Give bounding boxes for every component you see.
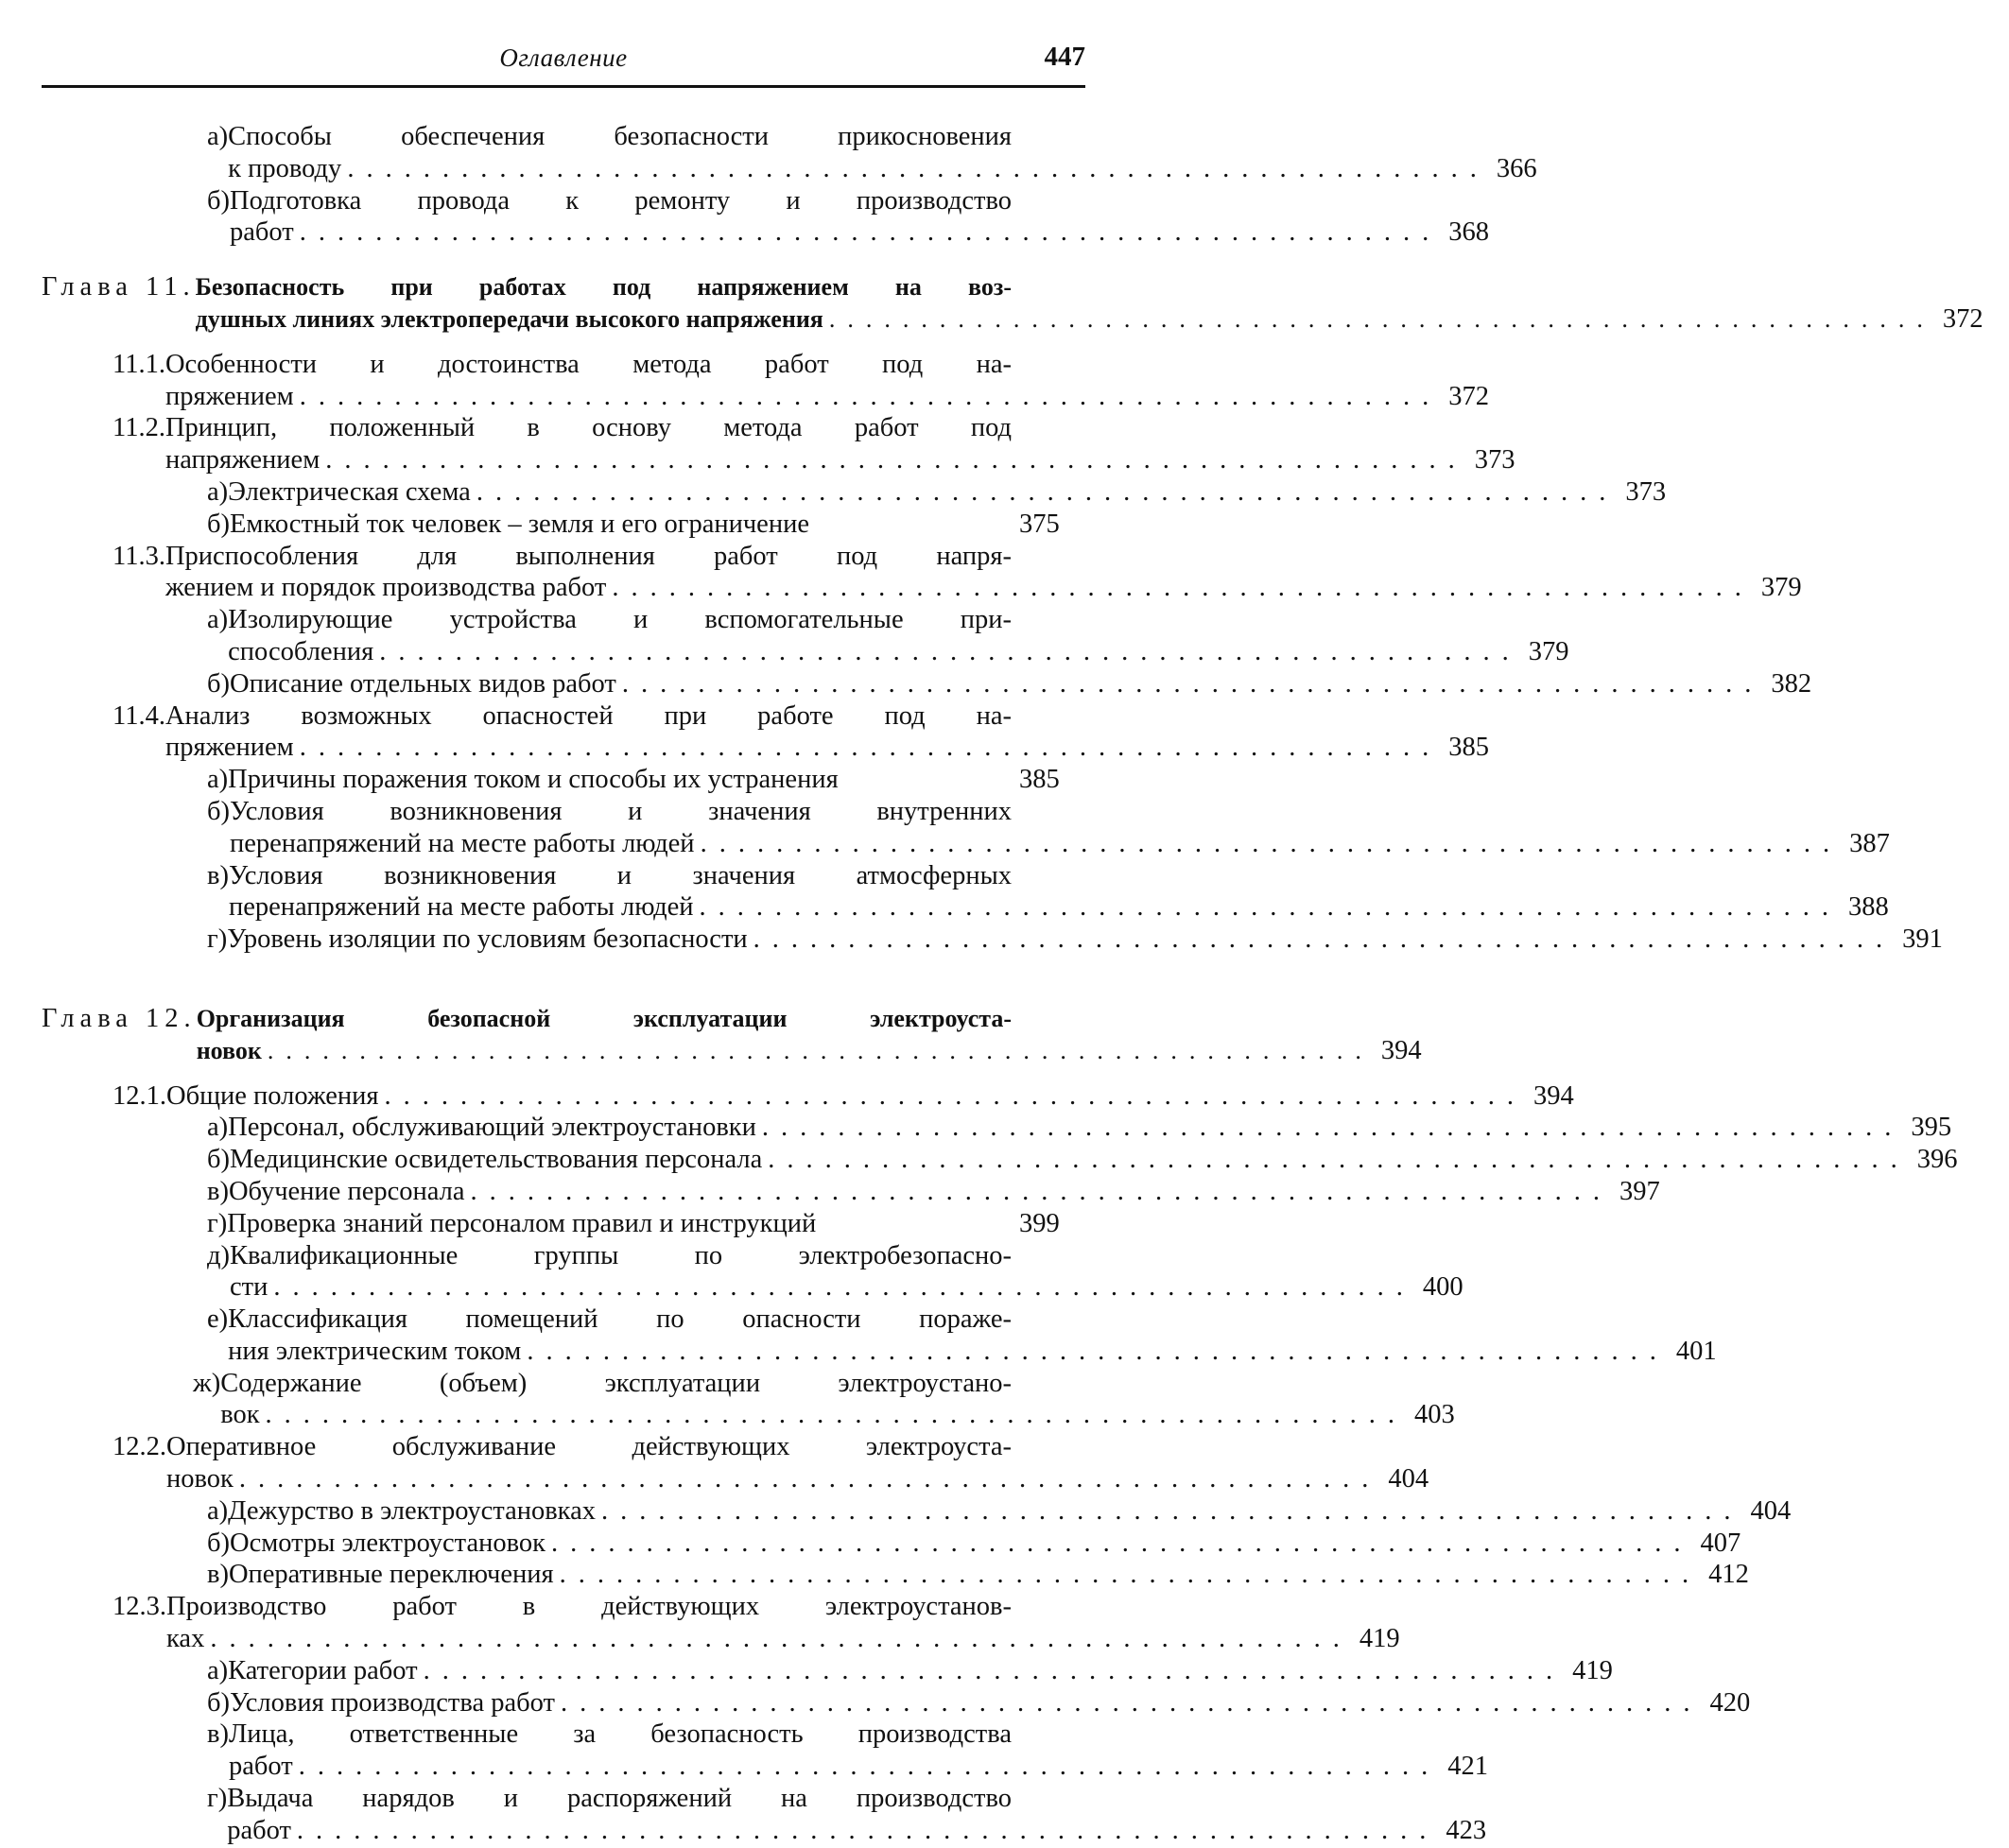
toc-line bbox=[227, 1208, 1085, 1240]
toc-line bbox=[165, 732, 1489, 764]
toc-page-number: 387 bbox=[1849, 828, 1890, 858]
toc-page-number: 382 bbox=[1771, 668, 1812, 699]
toc-entry bbox=[42, 1208, 1085, 1240]
dot-leader: ............................................................ bbox=[700, 828, 1843, 858]
toc-entry-number: в) bbox=[207, 1560, 229, 1590]
toc-line bbox=[230, 1687, 1751, 1719]
toc-entry bbox=[42, 860, 1889, 924]
dot-leader: ............................................................ bbox=[612, 573, 1754, 603]
toc-page-number: 368 bbox=[1448, 217, 1489, 248]
toc-entry-title: Емкостный ток человек – земля и его ограничение bbox=[230, 509, 809, 539]
toc-entry bbox=[42, 349, 1489, 413]
toc-page-number: 401 bbox=[1675, 1336, 1717, 1366]
toc-page-number: 385 bbox=[1448, 733, 1489, 763]
toc-line bbox=[230, 509, 1085, 541]
toc-line bbox=[228, 1176, 1660, 1208]
toc-entry-title: новок bbox=[196, 1036, 262, 1064]
toc-page-number: 412 bbox=[1708, 1560, 1749, 1590]
toc-entry bbox=[42, 1559, 1749, 1591]
toc-line bbox=[228, 1112, 1952, 1144]
toc-entry-body bbox=[165, 700, 1489, 765]
toc-entry bbox=[42, 185, 1489, 250]
toc-entry-title: Изолирующие устройства и вспомогательные при- bbox=[228, 605, 1012, 635]
toc-entry-body bbox=[165, 412, 1515, 476]
toc-entry-body bbox=[166, 1591, 1400, 1655]
toc-line bbox=[228, 764, 1085, 796]
dot-leader: ............................................................ bbox=[470, 1176, 1613, 1206]
page-header bbox=[42, 38, 1085, 88]
toc-entry bbox=[42, 764, 1085, 796]
toc-entry-title: работ bbox=[230, 217, 294, 248]
toc-entry-title: Условия производства работ bbox=[230, 1687, 555, 1718]
toc-entry-number: а) bbox=[207, 765, 229, 795]
toc-entry-number: в) bbox=[207, 860, 229, 890]
toc-page-number: 423 bbox=[1446, 1815, 1487, 1845]
toc-entry-title: пряжением bbox=[165, 733, 294, 763]
dot-leader: ............................................................ bbox=[299, 217, 1442, 248]
toc-entry-title: Оперативное обслуживание действующих электроуста- bbox=[166, 1432, 1012, 1462]
toc-entry-title: Содержание (объем) эксплуатации электроустано- bbox=[220, 1368, 1012, 1398]
toc-line bbox=[228, 1655, 1613, 1687]
dot-leader: ............................................................ bbox=[299, 381, 1442, 411]
toc-entry-body bbox=[228, 604, 1569, 668]
toc-entry-number: б) bbox=[207, 1687, 230, 1718]
toc-line bbox=[228, 476, 1667, 509]
dot-leader: ............................................................ bbox=[238, 1464, 1381, 1494]
dot-leader: ............................................................ bbox=[265, 1400, 1408, 1430]
toc-chapter bbox=[42, 1003, 1422, 1067]
toc-line bbox=[229, 1718, 1085, 1751]
toc-entry-body bbox=[230, 1528, 1741, 1560]
toc-entry-number: б) bbox=[207, 509, 230, 539]
toc-line bbox=[165, 700, 1085, 733]
toc-entry-body bbox=[227, 1208, 1085, 1240]
toc-line bbox=[230, 1144, 1958, 1176]
toc-line bbox=[165, 349, 1085, 381]
toc-entry-title: вок bbox=[220, 1400, 260, 1430]
toc-page-number: 379 bbox=[1528, 636, 1569, 666]
toc-entry-title: Условия возникновения и значения внутренних bbox=[230, 796, 1012, 826]
toc-entry-title: Оперативные переключения bbox=[228, 1560, 554, 1590]
toc-line bbox=[195, 303, 1983, 336]
toc-page-number: 421 bbox=[1447, 1752, 1488, 1782]
toc-entry-body bbox=[165, 349, 1489, 413]
toc-entry bbox=[42, 476, 1667, 509]
toc-page-number: 420 bbox=[1709, 1687, 1751, 1718]
toc-page-number: 404 bbox=[1750, 1495, 1792, 1526]
toc-line bbox=[228, 153, 1537, 185]
toc-entry-number: д) bbox=[207, 1240, 230, 1270]
toc-entry-number: Глава 11. bbox=[42, 272, 196, 302]
toc-line bbox=[228, 121, 1085, 153]
toc-entry-title: способления bbox=[228, 636, 374, 666]
toc-line bbox=[230, 796, 1085, 828]
toc-entry bbox=[42, 1783, 1487, 1847]
dot-leader: ............................................................ bbox=[299, 733, 1442, 763]
toc-entry-title: душных линиях электропередачи высокого напряжения bbox=[195, 304, 823, 333]
toc-entry-number: 11.1. bbox=[113, 349, 165, 379]
toc-line bbox=[228, 1751, 1488, 1783]
toc-page-number: 372 bbox=[1448, 381, 1489, 411]
toc-entry-number: а) bbox=[207, 476, 229, 507]
toc-page-number: 366 bbox=[1496, 153, 1537, 183]
toc-entry-title: Квалификационные группы по электробезопасно- bbox=[230, 1240, 1012, 1270]
dot-leader: ............................................................ bbox=[699, 892, 1842, 923]
toc-entry-number: 12.2. bbox=[113, 1432, 166, 1462]
toc-page-number: 373 bbox=[1625, 476, 1667, 507]
toc-page-number: 379 bbox=[1760, 573, 1802, 603]
toc-entry-title: пряжением bbox=[165, 381, 294, 411]
toc-entry-title: к проводу bbox=[228, 153, 342, 183]
table-of-contents bbox=[42, 121, 1983, 1847]
toc-page-number: 388 bbox=[1848, 892, 1889, 923]
dot-leader: ............................................................ bbox=[527, 1336, 1669, 1366]
toc-entry-title: Общие положения bbox=[166, 1080, 379, 1111]
toc-entry-title: Причины поражения током и способы их устранения bbox=[228, 765, 839, 795]
toc-entry-body bbox=[228, 476, 1667, 509]
toc-page-number: 373 bbox=[1474, 445, 1515, 475]
toc-entry bbox=[42, 700, 1489, 765]
dot-leader: ............................................................ bbox=[347, 153, 1489, 183]
toc-entry-number: 11.3. bbox=[113, 541, 165, 571]
toc-entry-title: Способы обеспечения безопасности прикосновения bbox=[228, 122, 1012, 151]
dot-leader: ............................................................ bbox=[296, 1815, 1439, 1845]
toc-line bbox=[230, 216, 1489, 249]
page-number: 447 bbox=[1044, 42, 1085, 72]
toc-entry-number: а) bbox=[207, 122, 229, 151]
toc-entry-number: б) bbox=[207, 185, 230, 216]
toc-entry-number: Глава 12. bbox=[42, 1003, 197, 1033]
toc-entry-body bbox=[220, 1368, 1455, 1432]
toc-entry bbox=[42, 1431, 1429, 1495]
toc-line bbox=[196, 271, 1085, 303]
toc-entry-number: а) bbox=[207, 1655, 229, 1685]
toc-entry-title: Уровень изоляции по условиям безопасности bbox=[227, 924, 748, 955]
spacer bbox=[42, 336, 1085, 349]
toc-line bbox=[228, 1495, 1792, 1528]
toc-line bbox=[166, 1080, 1574, 1113]
toc-line bbox=[165, 444, 1515, 476]
toc-page-number: 394 bbox=[1533, 1080, 1574, 1111]
toc-entry bbox=[42, 924, 1943, 956]
dot-leader: ............................................................ bbox=[423, 1655, 1566, 1685]
dot-leader: ............................................................ bbox=[768, 1145, 1910, 1175]
toc-entry-number: г) bbox=[207, 1784, 228, 1814]
toc-entry bbox=[42, 1304, 1717, 1368]
toc-page-number: 419 bbox=[1572, 1655, 1613, 1685]
toc-entry bbox=[42, 1528, 1741, 1560]
toc-line bbox=[220, 1399, 1455, 1431]
toc-entry-title: Проверка знаний персоналом правил и инструкций bbox=[227, 1208, 817, 1238]
toc-entry-number: б) bbox=[207, 1145, 230, 1175]
toc-entry-title: перенапряжений на месте работы людей bbox=[228, 892, 694, 923]
toc-line bbox=[165, 572, 1802, 604]
dot-leader: ............................................................ bbox=[550, 1528, 1693, 1558]
toc-line bbox=[196, 1035, 1422, 1067]
toc-line bbox=[230, 668, 1812, 700]
toc-entry-number: 11.4. bbox=[113, 700, 165, 731]
dot-leader: ............................................................ bbox=[559, 1560, 1702, 1590]
toc-line bbox=[165, 412, 1085, 444]
toc-entry-number: в) bbox=[207, 1719, 229, 1750]
toc-line bbox=[166, 1591, 1085, 1623]
toc-entry-body bbox=[228, 1176, 1660, 1208]
toc-line bbox=[166, 1623, 1400, 1655]
toc-line bbox=[220, 1368, 1085, 1400]
dot-leader: ............................................................ bbox=[621, 668, 1764, 699]
toc-page-number: 391 bbox=[1902, 924, 1943, 955]
toc-line bbox=[197, 1003, 1085, 1035]
toc-line bbox=[228, 891, 1889, 924]
toc-entry-title: ния электрическим током bbox=[228, 1336, 522, 1366]
toc-entry-number: а) bbox=[207, 605, 229, 635]
toc-entry-title: Безопасность при работах под напряжением на воз- bbox=[195, 273, 1012, 302]
toc-line bbox=[228, 604, 1085, 636]
toc-entry-body bbox=[230, 1240, 1463, 1304]
toc-entry bbox=[42, 1591, 1400, 1655]
toc-entry-title: новок bbox=[166, 1464, 234, 1494]
toc-entry-body bbox=[228, 1304, 1717, 1368]
toc-line bbox=[228, 1336, 1717, 1368]
toc-entry-body bbox=[166, 1431, 1429, 1495]
toc-line bbox=[230, 1528, 1741, 1560]
toc-entry bbox=[42, 1080, 1574, 1113]
dot-leader: ............................................................ bbox=[384, 1080, 1527, 1111]
toc-entry-number: б) bbox=[207, 796, 230, 826]
toc-entry bbox=[42, 1144, 1958, 1176]
toc-entry bbox=[42, 668, 1812, 700]
dot-leader: ............................................................ bbox=[379, 636, 1521, 666]
toc-entry-number: а) bbox=[207, 1113, 229, 1143]
toc-entry-body bbox=[230, 1687, 1751, 1719]
toc-line bbox=[228, 636, 1569, 668]
dot-leader: ............................................................ bbox=[753, 924, 1896, 955]
dot-leader: ............................................................ bbox=[560, 1687, 1703, 1718]
toc-entry-body bbox=[230, 668, 1812, 700]
toc-entry-body bbox=[166, 1080, 1574, 1113]
toc-chapter bbox=[42, 271, 1983, 336]
toc-entry-body bbox=[228, 1559, 1749, 1591]
toc-entry-title: Классификация помещений по опасности пораже- bbox=[228, 1304, 1012, 1335]
toc-entry bbox=[42, 509, 1085, 541]
toc-entry-title: Обучение персонала bbox=[228, 1176, 465, 1206]
toc-entry-body bbox=[228, 1112, 1952, 1144]
toc-line bbox=[229, 860, 1085, 892]
dot-leader: ............................................................ bbox=[325, 445, 1467, 475]
toc-entry-number: а) bbox=[207, 1495, 229, 1526]
toc-entry-title: напряжением bbox=[165, 445, 320, 475]
toc-entry-title: Персонал, обслуживающий электроустановки bbox=[228, 1113, 756, 1143]
toc-page-number: 403 bbox=[1414, 1400, 1455, 1430]
toc-page-number: 419 bbox=[1359, 1624, 1400, 1654]
toc-entry-title: Описание отдельных видов работ bbox=[230, 668, 616, 699]
toc-page-number: 372 bbox=[1942, 303, 1983, 334]
dot-leader: ............................................................ bbox=[476, 476, 1619, 507]
toc-entry-body bbox=[228, 1718, 1488, 1783]
toc-entry-number: г) bbox=[207, 924, 228, 955]
toc-entry-body bbox=[228, 1655, 1613, 1687]
toc-entry-number: г) bbox=[207, 1208, 228, 1238]
toc-entry-title: Электрическая схема bbox=[228, 476, 471, 507]
toc-entry-title: Дежурство в электроустановках bbox=[228, 1495, 596, 1526]
toc-entry-title: жением и порядок производства работ bbox=[165, 573, 607, 603]
toc-entry-title: сти bbox=[230, 1272, 268, 1303]
toc-entry-body bbox=[228, 121, 1537, 185]
toc-entry-title: Осмотры электроустановок bbox=[230, 1528, 546, 1558]
toc-entry-body bbox=[196, 1003, 1422, 1067]
toc-entry bbox=[42, 1368, 1455, 1432]
toc-entry-title: Принцип, положенный в основу метода работ под bbox=[165, 413, 1012, 443]
dot-leader: ............................................................ bbox=[273, 1272, 1415, 1303]
toc-entry bbox=[42, 1687, 1751, 1719]
toc-line bbox=[227, 1783, 1085, 1815]
toc-entry-number: е) bbox=[207, 1304, 229, 1335]
toc-entry bbox=[42, 796, 1890, 860]
toc-page-number: 404 bbox=[1388, 1464, 1429, 1494]
toc-entry-body bbox=[227, 1783, 1487, 1847]
toc-entry-title: ках bbox=[166, 1624, 205, 1654]
toc-page-number: 396 bbox=[1916, 1145, 1958, 1175]
spacer bbox=[42, 1067, 1085, 1080]
toc-entry-number: б) bbox=[207, 668, 230, 699]
toc-entry-number: 12.1. bbox=[113, 1080, 166, 1111]
toc-entry-body bbox=[230, 185, 1489, 250]
toc-entry-title: работ bbox=[227, 1815, 291, 1845]
toc-entry-title: Лица, ответственные за безопасность производства bbox=[228, 1719, 1012, 1750]
toc-entry-title: Приспособления для выполнения работ под напря- bbox=[165, 541, 1012, 571]
toc-line bbox=[228, 1559, 1749, 1591]
toc-page-number: 397 bbox=[1619, 1176, 1660, 1206]
toc-entry-body bbox=[228, 860, 1889, 924]
dot-leader: ............................................................ bbox=[601, 1495, 1743, 1526]
dot-leader: ............................................................ bbox=[267, 1036, 1374, 1064]
toc-line bbox=[228, 1304, 1085, 1336]
toc-page-number: 400 bbox=[1422, 1272, 1463, 1303]
toc-entry-number: 11.2. bbox=[113, 413, 165, 443]
toc-entry-title: Организация безопасной эксплуатации электроуста- bbox=[196, 1004, 1012, 1032]
toc-entry-number: в) bbox=[207, 1176, 229, 1206]
toc-page-number: 375 bbox=[1019, 509, 1060, 539]
toc-line bbox=[230, 185, 1085, 217]
toc-page-number: 394 bbox=[1380, 1035, 1422, 1065]
toc-entry-title: перенапряжений на месте работы людей bbox=[230, 828, 695, 858]
toc-entry-body bbox=[165, 541, 1802, 605]
toc-entry bbox=[42, 1655, 1613, 1687]
toc-line bbox=[230, 1271, 1463, 1304]
toc-entry-title: Категории работ bbox=[228, 1655, 418, 1685]
running-title: Оглавление bbox=[499, 43, 628, 72]
toc-entry-body bbox=[195, 271, 1983, 336]
toc-entry bbox=[42, 1176, 1660, 1208]
toc-line bbox=[165, 381, 1489, 413]
toc-entry bbox=[42, 604, 1569, 668]
toc-entry-body bbox=[228, 1495, 1792, 1528]
toc-entry-number: б) bbox=[207, 1528, 230, 1558]
toc-entry-title: Особенности и достоинства метода работ под на- bbox=[165, 349, 1012, 379]
toc-entry-title: Выдача нарядов и распоряжений на производство bbox=[227, 1784, 1012, 1814]
toc-line bbox=[166, 1463, 1429, 1495]
toc-entry bbox=[42, 1240, 1463, 1304]
toc-entry bbox=[42, 412, 1515, 476]
toc-entry-title: работ bbox=[228, 1752, 293, 1782]
toc-entry-body bbox=[230, 796, 1890, 860]
dot-leader: ............................................................ bbox=[298, 1752, 1441, 1782]
toc-entry-title: Подготовка провода к ремонту и производство bbox=[230, 185, 1012, 216]
toc-page-number: 407 bbox=[1700, 1528, 1741, 1558]
toc-line bbox=[230, 828, 1890, 860]
toc-page-number: 395 bbox=[1911, 1113, 1952, 1143]
toc-entry-number: ж) bbox=[193, 1368, 221, 1398]
toc-entry-body bbox=[228, 764, 1085, 796]
spacer bbox=[42, 249, 1085, 262]
dot-leader: ............................................................ bbox=[761, 1113, 1904, 1143]
toc-entry bbox=[42, 121, 1537, 185]
toc-line bbox=[165, 541, 1085, 573]
toc-entry-title: Условия возникновения и значения атмосферных bbox=[228, 860, 1012, 890]
toc-entry bbox=[42, 1718, 1488, 1783]
toc-entry-title: Медицинские освидетельствования персонала bbox=[230, 1145, 763, 1175]
toc-entry-number: 12.3. bbox=[113, 1592, 166, 1622]
toc-entry-body bbox=[230, 1144, 1958, 1176]
toc-entry bbox=[42, 1112, 1952, 1144]
toc-line bbox=[227, 1815, 1487, 1847]
toc-entry-body bbox=[227, 924, 1943, 956]
toc-line bbox=[166, 1431, 1085, 1463]
toc-line bbox=[230, 1240, 1085, 1272]
spacer bbox=[42, 956, 1085, 993]
dot-leader: ............................................................ bbox=[210, 1624, 1352, 1654]
toc-page-number: 399 bbox=[1019, 1208, 1060, 1238]
toc-line bbox=[227, 924, 1943, 956]
toc-entry bbox=[42, 1495, 1792, 1528]
dot-leader: ............................................................ bbox=[828, 304, 1935, 333]
toc-entry bbox=[42, 541, 1802, 605]
toc-entry-title: Производство работ в действующих электроустанов- bbox=[166, 1592, 1012, 1622]
toc-entry-body bbox=[230, 509, 1085, 541]
toc-page-number: 385 bbox=[1019, 765, 1060, 795]
toc-entry-title: Анализ возможных опасностей при работе под на- bbox=[165, 700, 1012, 731]
